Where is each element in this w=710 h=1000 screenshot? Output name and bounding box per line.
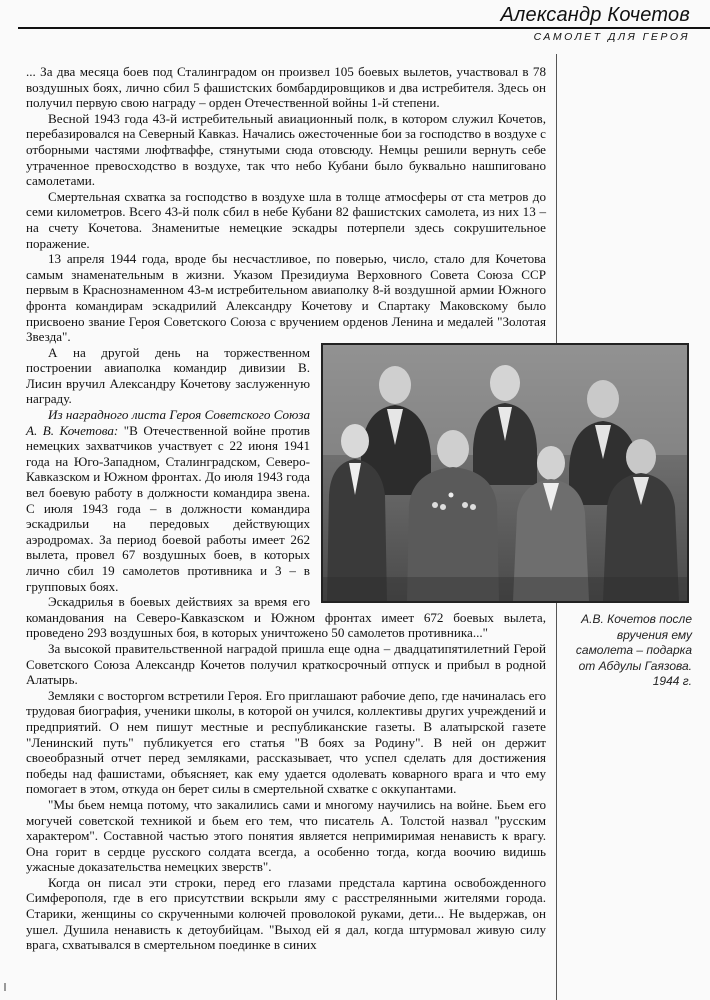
margin-mark bbox=[4, 983, 6, 991]
paragraph: 13 апреля 1944 года, вроде бы несчастливое, по поверью, число, стало для Кочетова самым знаменательным в жизни. Указом Президиума Верховного Совета Союза ССР первым в Краснознаменном 43-м истребительном авиаполку 8-й воздушной армии Южного фронта командирам эскадрилий Александру Кочетову и Спартаку Маковскому было присвоено звание Героя Советского Союза с вручением орденов Ленина и медалей "Золотая Звезда". bbox=[26, 251, 546, 345]
award-source: Из наградного листа Героя Советского Союза А. В. Кочетова: bbox=[26, 407, 310, 438]
paragraph: ... За два месяца боев под Сталинградом он произвел 105 боевых вылетов, участвовал в 78 воздушных боях, лично сбил 5 фашистских бомбардировщиков и два истребителя. Здесь он получил первую свою награду – орден Отечественной войны 1-й степени. bbox=[26, 64, 546, 111]
paragraph: "Мы бьем немца потому, что закалились сами и многому научились на войне. Бьем его могучей советской техникой и бьем его тем, что писатель А. Толстой назвал "русским характером". Составной частью этого понятия является непримиримая ненависть к врагу. Она горит в сердце русского солдата всегда, а особенно тогда, когда воочию видишь ужасные доказательства немецких зверств". bbox=[26, 796, 546, 875]
photo-caption: А.В. Кочетов после вручения ему самолета – подарка от Абдулы Гаязова. 1944 г. bbox=[575, 612, 692, 688]
header-subtitle: САМОЛЕТ ДЛЯ ГЕРОЯ bbox=[533, 31, 690, 43]
running-header bbox=[18, 0, 710, 54]
paragraph: Когда он писал эти строки, перед его глазами предстала картина освобожденного Симферополя, где в его присутствии вскрыли яму с расстрелянными жителями города. Старики, женщины со скрученными колючей проволокой руками, дети... Не выдержав, он ушел. Душила ненависть к детоубийцам. "Выход ей я дал, когда штурмовал живую силу врага, схватывался в смертельном поединке в синих bbox=[26, 874, 546, 953]
paragraph: Эскадрилья в боевых действиях за время его командования на Северо-Кавказском и Южном фронтах имеет 672 боевых вылета, проведено 293 воздушных боя, в которых уничтожено 50 самолетов противника..." bbox=[26, 594, 546, 641]
paragraph: Весной 1943 года 43-й истребительный авиационный полк, в котором служил Кочетов, перебазировался на Северный Кавказ. Начались ожесточенные бои за господство в воздухе с отборными частями люфтваффе, стянутыми сюда отовсюду. Немцы решили вернуть себе утраченное превосходство в воздухе, так что небо Кубани было буквально нашпиговано самолетами. bbox=[26, 110, 546, 189]
paragraph: За высокой правительственной наградой пришла еще одна – двадцатипятилетний Герой Советского Союза Александр Кочетов получил краткосрочный отпуск и прибыл в родной Алатырь. bbox=[26, 640, 546, 688]
paragraph: А на другой день на торжественном построении авиаполка командир дивизии В. Лисин вручил Александру Кочетову заслуженную награду. bbox=[26, 344, 310, 407]
group-photo bbox=[321, 343, 689, 603]
group-photo-illustration bbox=[323, 345, 687, 601]
award-text: "В Отечественной войне против немецких захватчиков участвует с 22 июня 1941 года на Юго-Западном, Сталинградском, Северо-Кавказском и Южном фронтах. До июля 1943 года вел боевую работу в должности командира звена. С июля 1943 года – в должности командира эскадрильи на передовых действующих аэродромах. За период боевой работы имеет 262 вылета, провел 67 воздушных боев, в которых лично сбил 19 самолетов противника и 3 – в групповых боях. bbox=[26, 422, 310, 594]
header-rule bbox=[18, 27, 710, 29]
paragraph: Смертельная схватка за господство в воздухе шла в толще атмосферы от ста метров до семи километров. Всего 43-й полк сбил в небе Кубани 82 фашистских самолета, из них 13 – на счету Кочетова. Знаменитые немецкие эскадры потерпели здесь сокрушительное поражение. bbox=[26, 188, 546, 251]
header-title: Александр Кочетов bbox=[493, 4, 690, 27]
paragraph: Земляки с восторгом встретили Героя. Его приглашают рабочие депо, где начиналась его трудовая биография, ученики школы, в которой он учился, коллективы других учреждений и предприятий. О нем пишут местные и республиканские газеты. В алатырской газете "Ленинский путь" публикуется его статья "В боях за Родину". В ней он держит своеобразный отчет перед земляками, рассказывает, что успел сделать для достижения победы над фашистами, объясняет, как ему удается одолевать коварного врага и что ему помогает в этом, откуда он берет силы в смертельной схватке с оккупантами. bbox=[26, 687, 546, 797]
